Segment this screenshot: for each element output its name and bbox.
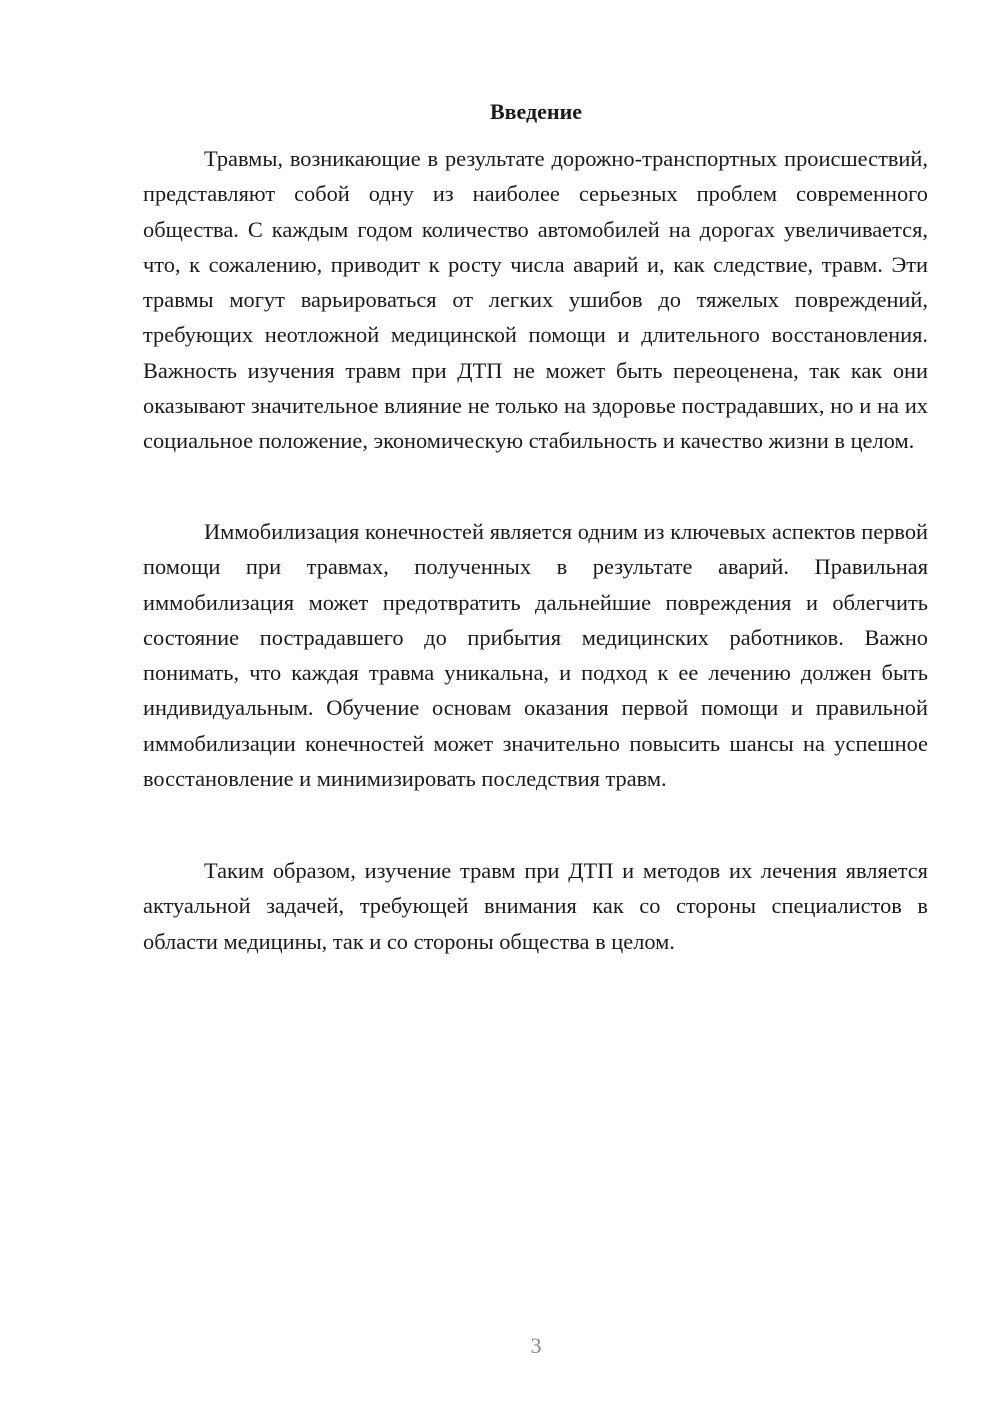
paragraph-2 <box>143 514 928 796</box>
page-number: 3 <box>530 1333 542 1358</box>
paragraph-3 <box>143 853 928 959</box>
paragraph-2-text: Иммобилизация конечностей является одним из ключевых аспектов первой помощи при травмах, полученных в результате аварий. Правильная иммобилизация может предотвратить дальнейшие повреждения и облегчить состояние пострадавшего до прибытия медицинских работников. Важно понимать, что каждая травма уникальна, и подход к ее лечению должен быть индивидуальным. Обучение основам оказания первой помощи и правильной иммобилизации конечностей может значительно повысить шансы на успешное восстановление и минимизировать последствия травм. <box>143 519 928 792</box>
paragraph-1-text: Травмы, возникающие в результате дорожно-транспортных происшествий, представляют собой одну из наиболее серьезных проблем современного общества. С каждым годом количество автомобилей на дорогах увеличивается, что, к сожалению, приводит к росту числа аварий и, как следствие, травм. Эти травмы могут варьироваться от легких ушибов до тяжелых повреждений, требующих неотложной медицинской помощи и длительного восстановления. Важность изучения травм при ДТП не может быть переоценена, так как они оказывают значительное влияние не только на здоровье пострадавших, но и на их социальное положение, экономическую стабильность и качество жизни в целом. <box>143 146 928 454</box>
section-title: Введение <box>489 99 583 124</box>
paragraph-3-text: Таким образом, изучение травм при ДТП и методов их лечения является актуальной задачей, требующей внимания как со стороны специалистов в области медицины, так и со стороны общества в целом. <box>143 858 928 954</box>
paragraph-1 <box>143 141 928 459</box>
